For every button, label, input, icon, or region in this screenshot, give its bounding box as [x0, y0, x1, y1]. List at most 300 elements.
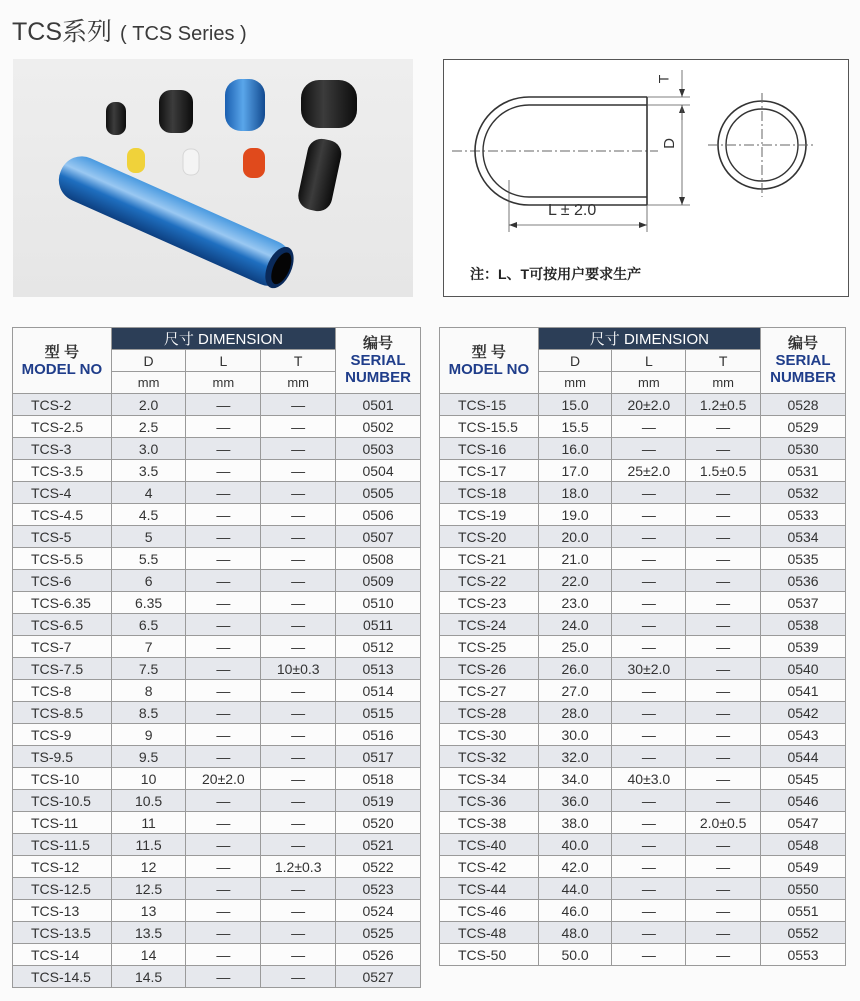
- model-cell: TCS-6.35: [13, 592, 112, 614]
- serial-cell: 0549: [761, 856, 846, 878]
- serial-cell: 0509: [336, 570, 421, 592]
- d-cell: 23.0: [538, 592, 612, 614]
- serial-cell: 0506: [336, 504, 421, 526]
- l-cell: —: [186, 834, 261, 856]
- l-cell: —: [612, 614, 686, 636]
- t-cell: —: [261, 548, 336, 570]
- t-cell: —: [686, 746, 761, 768]
- serial-cell: 0522: [336, 856, 421, 878]
- l-cell: —: [186, 746, 261, 768]
- left-table-body: [13, 394, 421, 988]
- t-cell: —: [686, 856, 761, 878]
- table-row: [440, 460, 846, 482]
- serial-cell: 0519: [336, 790, 421, 812]
- t-cell: —: [261, 482, 336, 504]
- d-cell: 5.5: [111, 548, 186, 570]
- table-row: [13, 482, 421, 504]
- d-cell: 24.0: [538, 614, 612, 636]
- serial-cell: 0502: [336, 416, 421, 438]
- l-cell: —: [612, 570, 686, 592]
- dim-l-label: L ± 2.0: [548, 202, 597, 219]
- serial-cell: 0524: [336, 900, 421, 922]
- d-cell: 9.5: [111, 746, 186, 768]
- table-row: [440, 680, 846, 702]
- serial-cell: 0530: [761, 438, 846, 460]
- d-cell: 32.0: [538, 746, 612, 768]
- d-cell: 25.0: [538, 636, 612, 658]
- l-cell: —: [612, 526, 686, 548]
- t-cell: 2.0±0.5: [686, 812, 761, 834]
- serial-cell: 0518: [336, 768, 421, 790]
- table-row: [440, 812, 846, 834]
- model-cell: TCS-28: [440, 702, 539, 724]
- serial-cell: 0545: [761, 768, 846, 790]
- table-row: [440, 548, 846, 570]
- l-cell: —: [612, 856, 686, 878]
- d-cell: 6: [111, 570, 186, 592]
- t-cell: —: [261, 724, 336, 746]
- t-cell: —: [261, 834, 336, 856]
- col-l-header: L: [186, 350, 261, 372]
- table-row: [440, 416, 846, 438]
- table-row: [440, 878, 846, 900]
- model-cell: TCS-42: [440, 856, 539, 878]
- model-cell: TCS-46: [440, 900, 539, 922]
- l-cell: —: [612, 482, 686, 504]
- table-row: [13, 680, 421, 702]
- t-cell: —: [261, 614, 336, 636]
- table-row: [440, 592, 846, 614]
- serial-cell: 0513: [336, 658, 421, 680]
- serial-cell: 0542: [761, 702, 846, 724]
- serial-cell: 0526: [336, 944, 421, 966]
- table-row: [13, 768, 421, 790]
- d-cell: 14.5: [111, 966, 186, 988]
- product-caps-illustration: [13, 59, 413, 297]
- d-cell: 7: [111, 636, 186, 658]
- model-cell: TCS-4.5: [13, 504, 112, 526]
- d-cell: 2.0: [111, 394, 186, 416]
- l-cell: —: [612, 746, 686, 768]
- l-cell: —: [186, 548, 261, 570]
- l-cell: —: [186, 526, 261, 548]
- table-row: [13, 900, 421, 922]
- serial-cell: 0538: [761, 614, 846, 636]
- d-cell: 50.0: [538, 944, 612, 966]
- serial-cell: 0543: [761, 724, 846, 746]
- model-cell: TCS-8.5: [13, 702, 112, 724]
- d-cell: 5: [111, 526, 186, 548]
- d-cell: 12: [111, 856, 186, 878]
- l-cell: —: [612, 878, 686, 900]
- serial-cell: 0507: [336, 526, 421, 548]
- l-cell: 20±2.0: [186, 768, 261, 790]
- l-cell: —: [612, 504, 686, 526]
- model-cell: TCS-5: [13, 526, 112, 548]
- technical-drawing: [443, 59, 849, 297]
- l-cell: —: [186, 592, 261, 614]
- table-row: [13, 834, 421, 856]
- serial-cell: 0525: [336, 922, 421, 944]
- model-cell: TCS-26: [440, 658, 539, 680]
- table-row: [440, 702, 846, 724]
- table-row: [440, 614, 846, 636]
- table-row: [440, 790, 846, 812]
- table-row: [13, 702, 421, 724]
- table-row: [440, 944, 846, 966]
- l-cell: —: [186, 724, 261, 746]
- t-cell: —: [261, 416, 336, 438]
- spec-table-left: [12, 327, 421, 988]
- table-row: [440, 394, 846, 416]
- l-cell: —: [186, 460, 261, 482]
- t-cell: —: [261, 922, 336, 944]
- unit-d: mm: [111, 372, 186, 394]
- l-cell: 30±2.0: [612, 658, 686, 680]
- model-cell: TCS-11: [13, 812, 112, 834]
- t-cell: —: [261, 900, 336, 922]
- serial-cell: 0553: [761, 944, 846, 966]
- model-cell: TCS-14: [13, 944, 112, 966]
- d-cell: 36.0: [538, 790, 612, 812]
- model-header: 型 号 MODEL NO: [440, 328, 539, 394]
- table-row: [13, 460, 421, 482]
- t-cell: —: [686, 834, 761, 856]
- table-row: [440, 504, 846, 526]
- col-d-header: D: [538, 350, 612, 372]
- d-cell: 11.5: [111, 834, 186, 856]
- model-cell: TCS-19: [440, 504, 539, 526]
- l-cell: —: [186, 922, 261, 944]
- l-cell: 40±3.0: [612, 768, 686, 790]
- table-row: [440, 724, 846, 746]
- table-row: [440, 482, 846, 504]
- t-cell: —: [686, 438, 761, 460]
- l-cell: —: [186, 878, 261, 900]
- l-cell: —: [186, 570, 261, 592]
- d-cell: 11: [111, 812, 186, 834]
- table-row: [13, 658, 421, 680]
- t-cell: —: [261, 526, 336, 548]
- dim-d-label: D: [660, 138, 678, 149]
- table-row: [13, 966, 421, 988]
- model-cell: TCS-15.5: [440, 416, 539, 438]
- l-cell: —: [612, 592, 686, 614]
- unit-t: mm: [261, 372, 336, 394]
- t-cell: —: [261, 504, 336, 526]
- model-cell: TCS-48: [440, 922, 539, 944]
- t-cell: —: [261, 812, 336, 834]
- l-cell: —: [186, 636, 261, 658]
- serial-cell: 0534: [761, 526, 846, 548]
- t-cell: —: [686, 636, 761, 658]
- d-cell: 48.0: [538, 922, 612, 944]
- model-cell: TCS-8: [13, 680, 112, 702]
- t-cell: —: [686, 724, 761, 746]
- serial-cell: 0537: [761, 592, 846, 614]
- d-cell: 38.0: [538, 812, 612, 834]
- d-cell: 7.5: [111, 658, 186, 680]
- serial-cell: 0503: [336, 438, 421, 460]
- model-cell: TCS-13: [13, 900, 112, 922]
- t-cell: —: [686, 614, 761, 636]
- model-header: 型 号 MODEL NO: [13, 328, 112, 394]
- model-cell: TCS-2.5: [13, 416, 112, 438]
- serial-cell: 0508: [336, 548, 421, 570]
- d-cell: 6.35: [111, 592, 186, 614]
- serial-cell: 0511: [336, 614, 421, 636]
- t-cell: —: [686, 504, 761, 526]
- dimension-header: 尺寸 DIMENSION: [538, 328, 760, 350]
- table-row: [13, 438, 421, 460]
- model-cell: TCS-6.5: [13, 614, 112, 636]
- model-cell: TCS-21: [440, 548, 539, 570]
- table-row: [440, 856, 846, 878]
- table-row: [13, 394, 421, 416]
- table-row: [440, 746, 846, 768]
- d-cell: 14: [111, 944, 186, 966]
- t-cell: —: [686, 482, 761, 504]
- model-cell: TCS-15: [440, 394, 539, 416]
- l-cell: —: [186, 856, 261, 878]
- d-cell: 13: [111, 900, 186, 922]
- table-row: [13, 526, 421, 548]
- model-cell: TCS-40: [440, 834, 539, 856]
- d-cell: 10: [111, 768, 186, 790]
- col-t-header: T: [261, 350, 336, 372]
- page-title: [12, 12, 247, 48]
- spec-table-right: [439, 327, 846, 966]
- d-cell: 40.0: [538, 834, 612, 856]
- t-cell: —: [261, 570, 336, 592]
- l-cell: —: [186, 812, 261, 834]
- model-cell: TCS-9: [13, 724, 112, 746]
- model-cell: TCS-20: [440, 526, 539, 548]
- d-cell: 21.0: [538, 548, 612, 570]
- t-cell: —: [261, 878, 336, 900]
- title-sub: ( TCS Series ): [120, 23, 247, 45]
- serial-cell: 0540: [761, 658, 846, 680]
- serial-cell: 0550: [761, 878, 846, 900]
- t-cell: —: [686, 922, 761, 944]
- table-row: [13, 878, 421, 900]
- d-cell: 15.0: [538, 394, 612, 416]
- t-cell: 1.2±0.3: [261, 856, 336, 878]
- serial-cell: 0516: [336, 724, 421, 746]
- right-table-body: [440, 394, 846, 966]
- t-cell: —: [686, 416, 761, 438]
- col-t-header: T: [686, 350, 761, 372]
- d-cell: 28.0: [538, 702, 612, 724]
- serial-cell: 0546: [761, 790, 846, 812]
- l-cell: —: [186, 680, 261, 702]
- model-cell: TCS-50: [440, 944, 539, 966]
- t-cell: 10±0.3: [261, 658, 336, 680]
- serial-cell: 0544: [761, 746, 846, 768]
- t-cell: —: [686, 790, 761, 812]
- t-cell: —: [686, 702, 761, 724]
- model-cell: TCS-13.5: [13, 922, 112, 944]
- model-cell: TCS-3: [13, 438, 112, 460]
- d-cell: 4.5: [111, 504, 186, 526]
- d-cell: 15.5: [538, 416, 612, 438]
- table-row: [13, 944, 421, 966]
- model-cell: TCS-3.5: [13, 460, 112, 482]
- t-cell: —: [261, 460, 336, 482]
- serial-cell: 0547: [761, 812, 846, 834]
- t-cell: —: [686, 900, 761, 922]
- t-cell: 1.2±0.5: [686, 394, 761, 416]
- model-cell: TCS-18: [440, 482, 539, 504]
- l-cell: —: [186, 614, 261, 636]
- cap-dimension-diagram: [444, 60, 848, 260]
- l-cell: —: [186, 504, 261, 526]
- serial-cell: 0536: [761, 570, 846, 592]
- serial-cell: 0527: [336, 966, 421, 988]
- t-cell: —: [261, 438, 336, 460]
- t-cell: —: [686, 944, 761, 966]
- l-cell: —: [186, 394, 261, 416]
- table-row: [13, 746, 421, 768]
- t-cell: —: [261, 592, 336, 614]
- table-row: [440, 768, 846, 790]
- d-cell: 2.5: [111, 416, 186, 438]
- serial-header: 编号 SERIAL NUMBER: [761, 328, 846, 394]
- t-cell: —: [686, 878, 761, 900]
- l-cell: —: [612, 900, 686, 922]
- serial-header: 编号 SERIAL NUMBER: [336, 328, 421, 394]
- l-cell: —: [186, 944, 261, 966]
- d-cell: 8.5: [111, 702, 186, 724]
- unit-t: mm: [686, 372, 761, 394]
- serial-cell: 0505: [336, 482, 421, 504]
- model-cell: TCS-27: [440, 680, 539, 702]
- t-cell: —: [261, 790, 336, 812]
- table-row: [440, 438, 846, 460]
- l-cell: —: [612, 636, 686, 658]
- l-cell: —: [612, 702, 686, 724]
- serial-cell: 0533: [761, 504, 846, 526]
- table-row: [13, 570, 421, 592]
- serial-cell: 0523: [336, 878, 421, 900]
- l-cell: —: [612, 548, 686, 570]
- l-cell: —: [186, 900, 261, 922]
- model-cell: TCS-12: [13, 856, 112, 878]
- serial-cell: 0517: [336, 746, 421, 768]
- t-cell: —: [686, 570, 761, 592]
- d-cell: 30.0: [538, 724, 612, 746]
- serial-cell: 0552: [761, 922, 846, 944]
- table-row: [13, 592, 421, 614]
- model-cell: TCS-2: [13, 394, 112, 416]
- model-cell: TCS-6: [13, 570, 112, 592]
- model-cell: TS-9.5: [13, 746, 112, 768]
- l-cell: —: [612, 416, 686, 438]
- title-main: TCS系列: [12, 18, 113, 46]
- model-cell: TCS-25: [440, 636, 539, 658]
- model-cell: TCS-23: [440, 592, 539, 614]
- serial-cell: 0551: [761, 900, 846, 922]
- d-cell: 22.0: [538, 570, 612, 592]
- d-cell: 46.0: [538, 900, 612, 922]
- l-cell: —: [612, 790, 686, 812]
- d-cell: 16.0: [538, 438, 612, 460]
- model-cell: TCS-5.5: [13, 548, 112, 570]
- serial-cell: 0529: [761, 416, 846, 438]
- d-cell: 42.0: [538, 856, 612, 878]
- l-cell: —: [612, 944, 686, 966]
- col-d-header: D: [111, 350, 186, 372]
- table-row: [13, 636, 421, 658]
- model-cell: TCS-24: [440, 614, 539, 636]
- t-cell: —: [261, 768, 336, 790]
- model-cell: TCS-10: [13, 768, 112, 790]
- t-cell: —: [261, 394, 336, 416]
- serial-cell: 0512: [336, 636, 421, 658]
- d-cell: 34.0: [538, 768, 612, 790]
- model-cell: TCS-7: [13, 636, 112, 658]
- d-cell: 13.5: [111, 922, 186, 944]
- model-cell: TCS-17: [440, 460, 539, 482]
- table-row: [440, 570, 846, 592]
- d-cell: 6.5: [111, 614, 186, 636]
- table-row: [440, 922, 846, 944]
- l-cell: —: [186, 482, 261, 504]
- serial-cell: 0532: [761, 482, 846, 504]
- serial-cell: 0548: [761, 834, 846, 856]
- serial-cell: 0504: [336, 460, 421, 482]
- model-cell: TCS-32: [440, 746, 539, 768]
- serial-cell: 0501: [336, 394, 421, 416]
- d-cell: 10.5: [111, 790, 186, 812]
- table-row: [13, 416, 421, 438]
- table-row: [440, 834, 846, 856]
- model-cell: TCS-30: [440, 724, 539, 746]
- dimension-header: 尺寸 DIMENSION: [111, 328, 335, 350]
- product-photo: [13, 59, 413, 297]
- l-cell: —: [186, 658, 261, 680]
- d-cell: 20.0: [538, 526, 612, 548]
- t-cell: —: [686, 548, 761, 570]
- d-cell: 18.0: [538, 482, 612, 504]
- table-row: [440, 658, 846, 680]
- d-cell: 3.5: [111, 460, 186, 482]
- model-cell: TCS-16: [440, 438, 539, 460]
- serial-cell: 0514: [336, 680, 421, 702]
- table-row: [440, 526, 846, 548]
- model-cell: TCS-10.5: [13, 790, 112, 812]
- l-cell: 20±2.0: [612, 394, 686, 416]
- table-row: [440, 900, 846, 922]
- table-row: [13, 504, 421, 526]
- model-cell: TCS-38: [440, 812, 539, 834]
- model-cell: TCS-22: [440, 570, 539, 592]
- model-cell: TCS-7.5: [13, 658, 112, 680]
- l-cell: —: [612, 724, 686, 746]
- serial-cell: 0539: [761, 636, 846, 658]
- l-cell: —: [612, 680, 686, 702]
- t-cell: —: [261, 746, 336, 768]
- t-cell: —: [261, 966, 336, 988]
- t-cell: —: [261, 636, 336, 658]
- d-cell: 27.0: [538, 680, 612, 702]
- model-cell: TCS-44: [440, 878, 539, 900]
- d-cell: 3.0: [111, 438, 186, 460]
- l-cell: —: [186, 702, 261, 724]
- table-row: [13, 790, 421, 812]
- l-cell: —: [186, 438, 261, 460]
- table-row: [440, 636, 846, 658]
